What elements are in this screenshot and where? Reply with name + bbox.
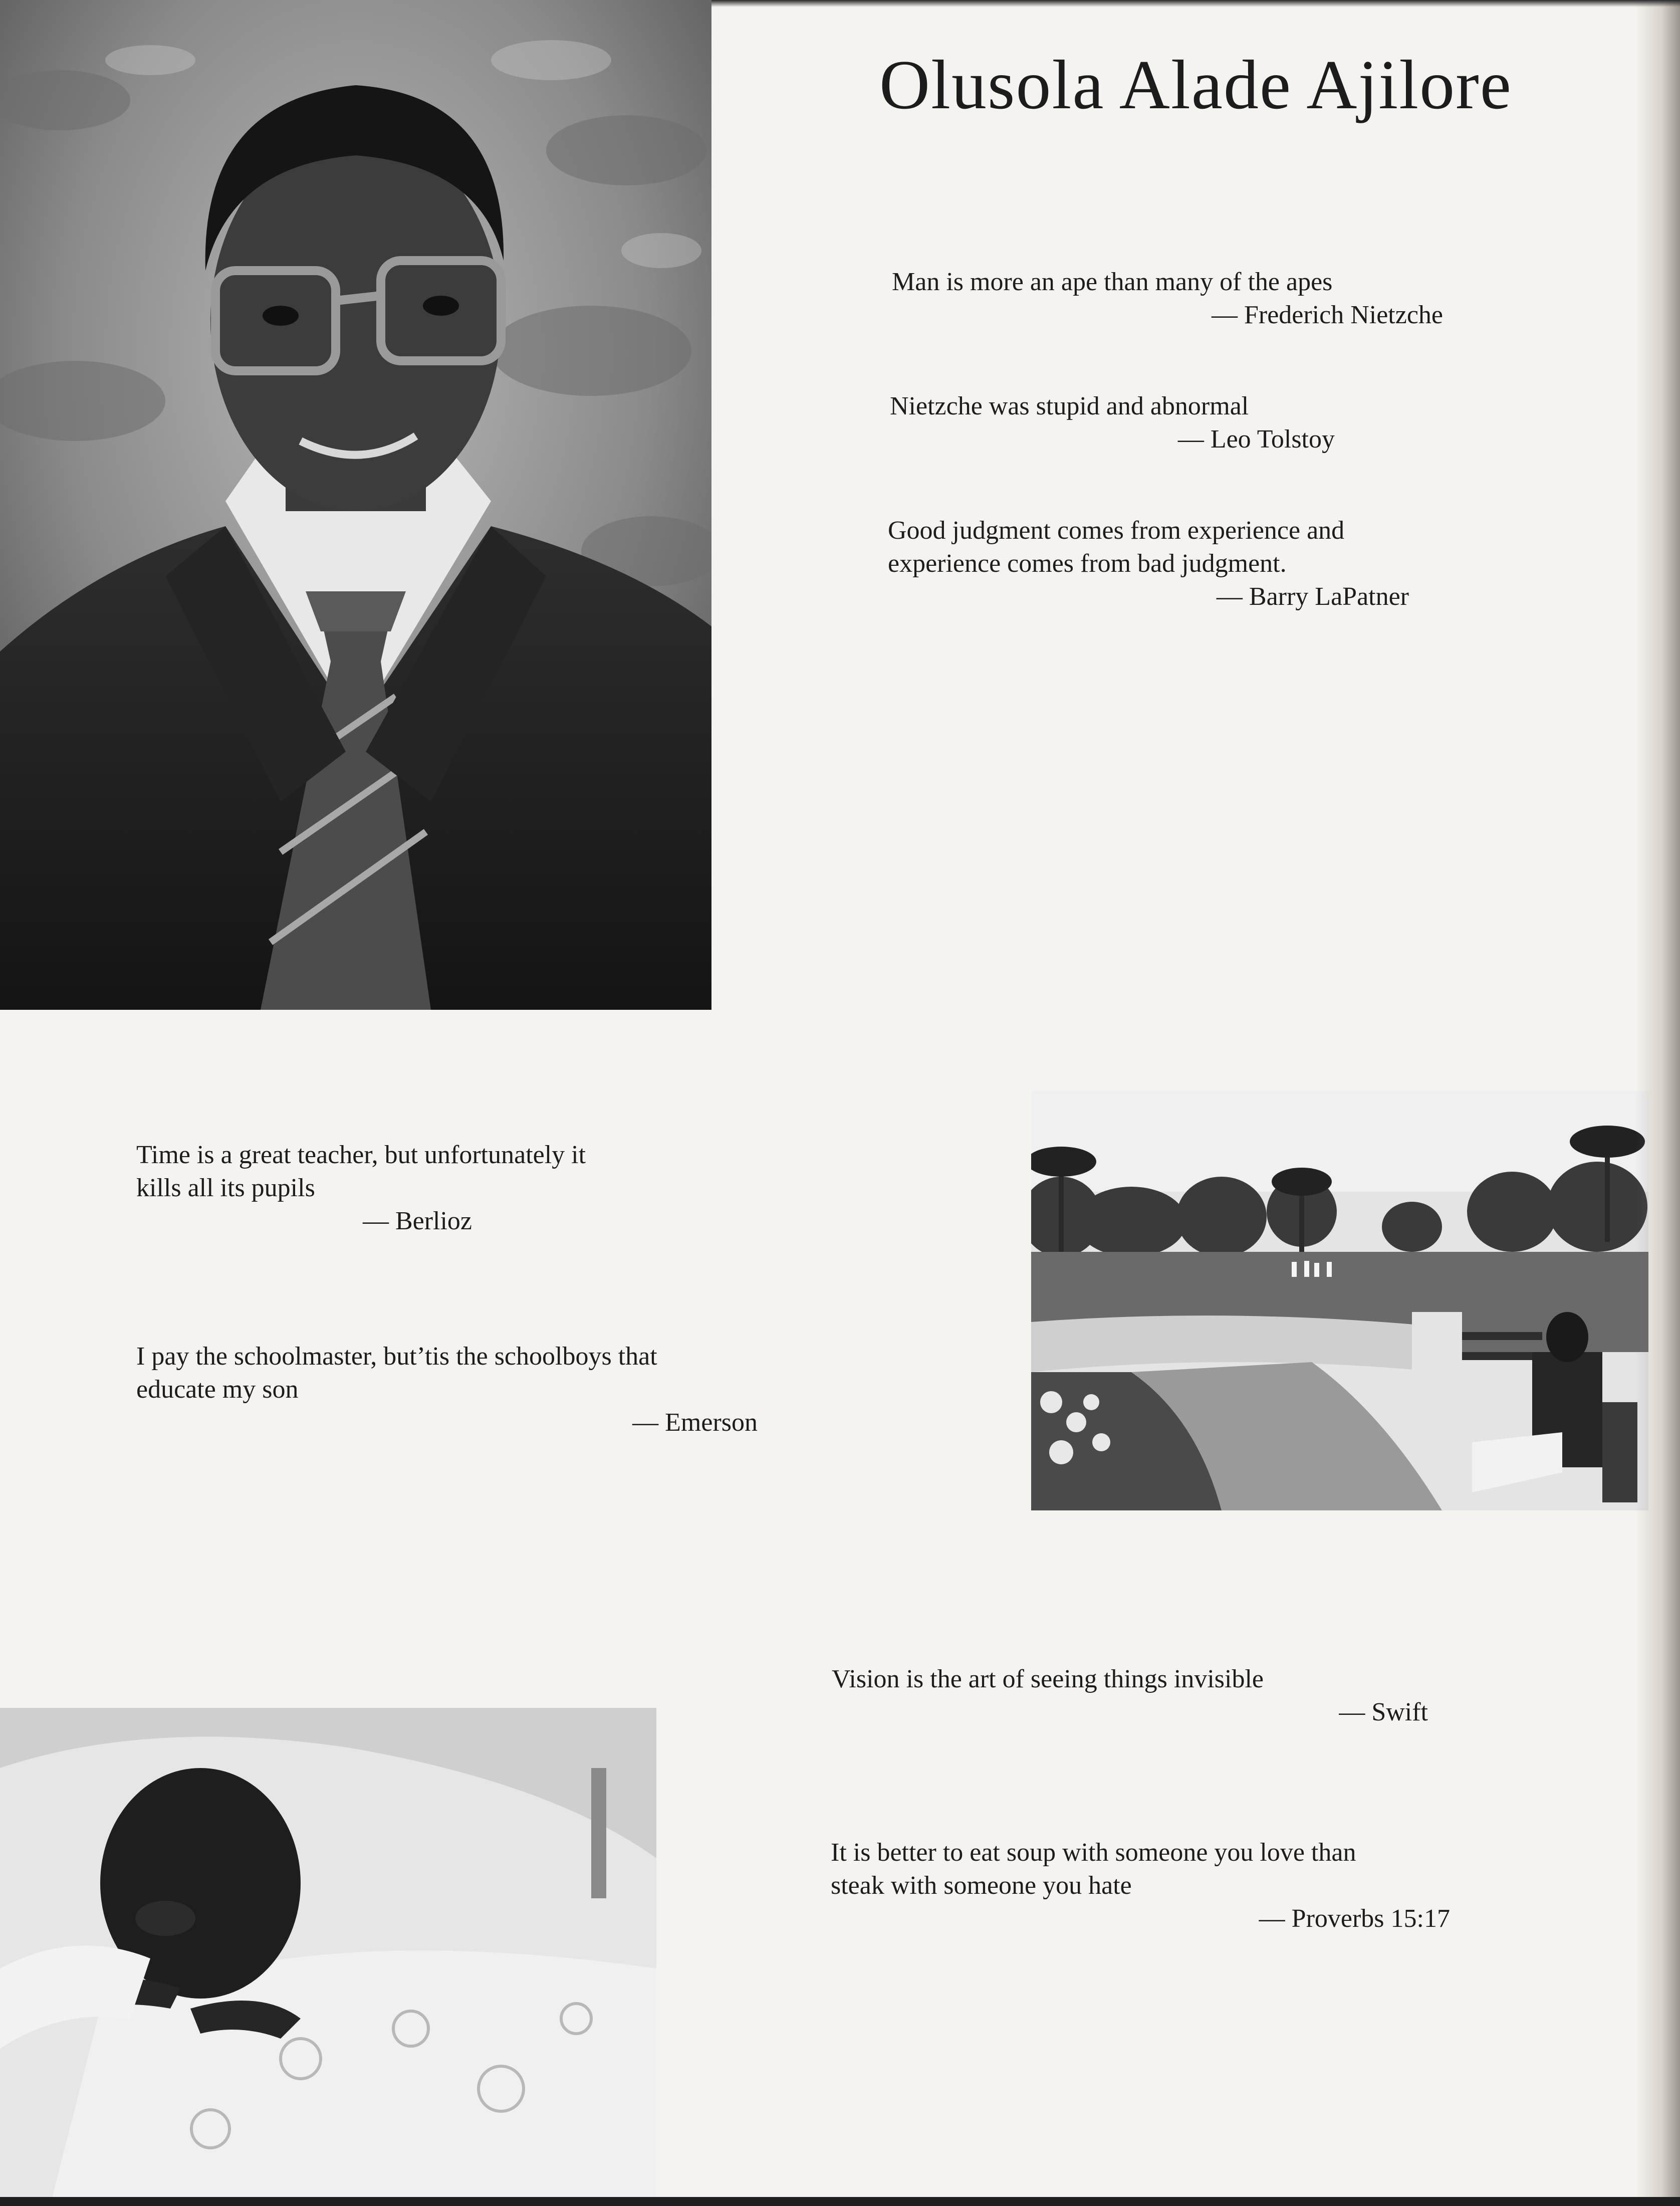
- quote-tolstoy: [890, 390, 1335, 456]
- quote-lapatner: [888, 514, 1409, 613]
- quote-text-line: It is better to eat soup with someone you love than: [831, 1838, 1356, 1867]
- page-edge-shadow: [1635, 0, 1680, 2206]
- page-title: Olusola Alade Ajilore: [879, 46, 1512, 124]
- quote-berlioz: [136, 1139, 586, 1238]
- quote-author: — Barry LaPatner: [1216, 582, 1409, 611]
- quote-text-line: Nietzche was stupid and abnormal: [890, 392, 1249, 420]
- campus-photo: [1031, 1091, 1648, 1510]
- quote-proverbs: [831, 1836, 1450, 1935]
- quote-swift: [832, 1663, 1428, 1729]
- quote-author: — Emerson: [632, 1408, 758, 1437]
- quote-author: — Berlioz: [362, 1207, 472, 1235]
- quote-author: — Frederich Nietzche: [1211, 301, 1443, 329]
- page-top-edge: [711, 0, 1680, 7]
- quote-text-line: Time is a great teacher, but unfortunately it: [136, 1141, 586, 1169]
- page-bottom-edge: [0, 2197, 1680, 2206]
- quote-text-line: Good judgment comes from experience and: [888, 516, 1345, 545]
- quote-author: — Proverbs 15:17: [1259, 1904, 1450, 1933]
- quote-text-line: educate my son: [136, 1375, 299, 1404]
- baby-photo: [0, 1708, 656, 2206]
- quote-text-line: kills all its pupils: [136, 1174, 315, 1202]
- quote-text-line: I pay the schoolmaster, but’tis the schoolboys that: [136, 1342, 657, 1371]
- quote-text-line: experience comes from bad judgment.: [888, 549, 1287, 578]
- quote-text-line: Vision is the art of seeing things invisible: [832, 1665, 1264, 1693]
- quote-author: — Swift: [1339, 1698, 1428, 1726]
- quote-author: — Leo Tolstoy: [1177, 425, 1335, 454]
- quote-text-line: steak with someone you hate: [831, 1871, 1132, 1900]
- quote-emerson: [136, 1340, 758, 1439]
- quote-nietzche: [892, 266, 1443, 332]
- quote-text-line: Man is more an ape than many of the apes: [892, 268, 1333, 296]
- portrait-photo: [0, 0, 711, 1010]
